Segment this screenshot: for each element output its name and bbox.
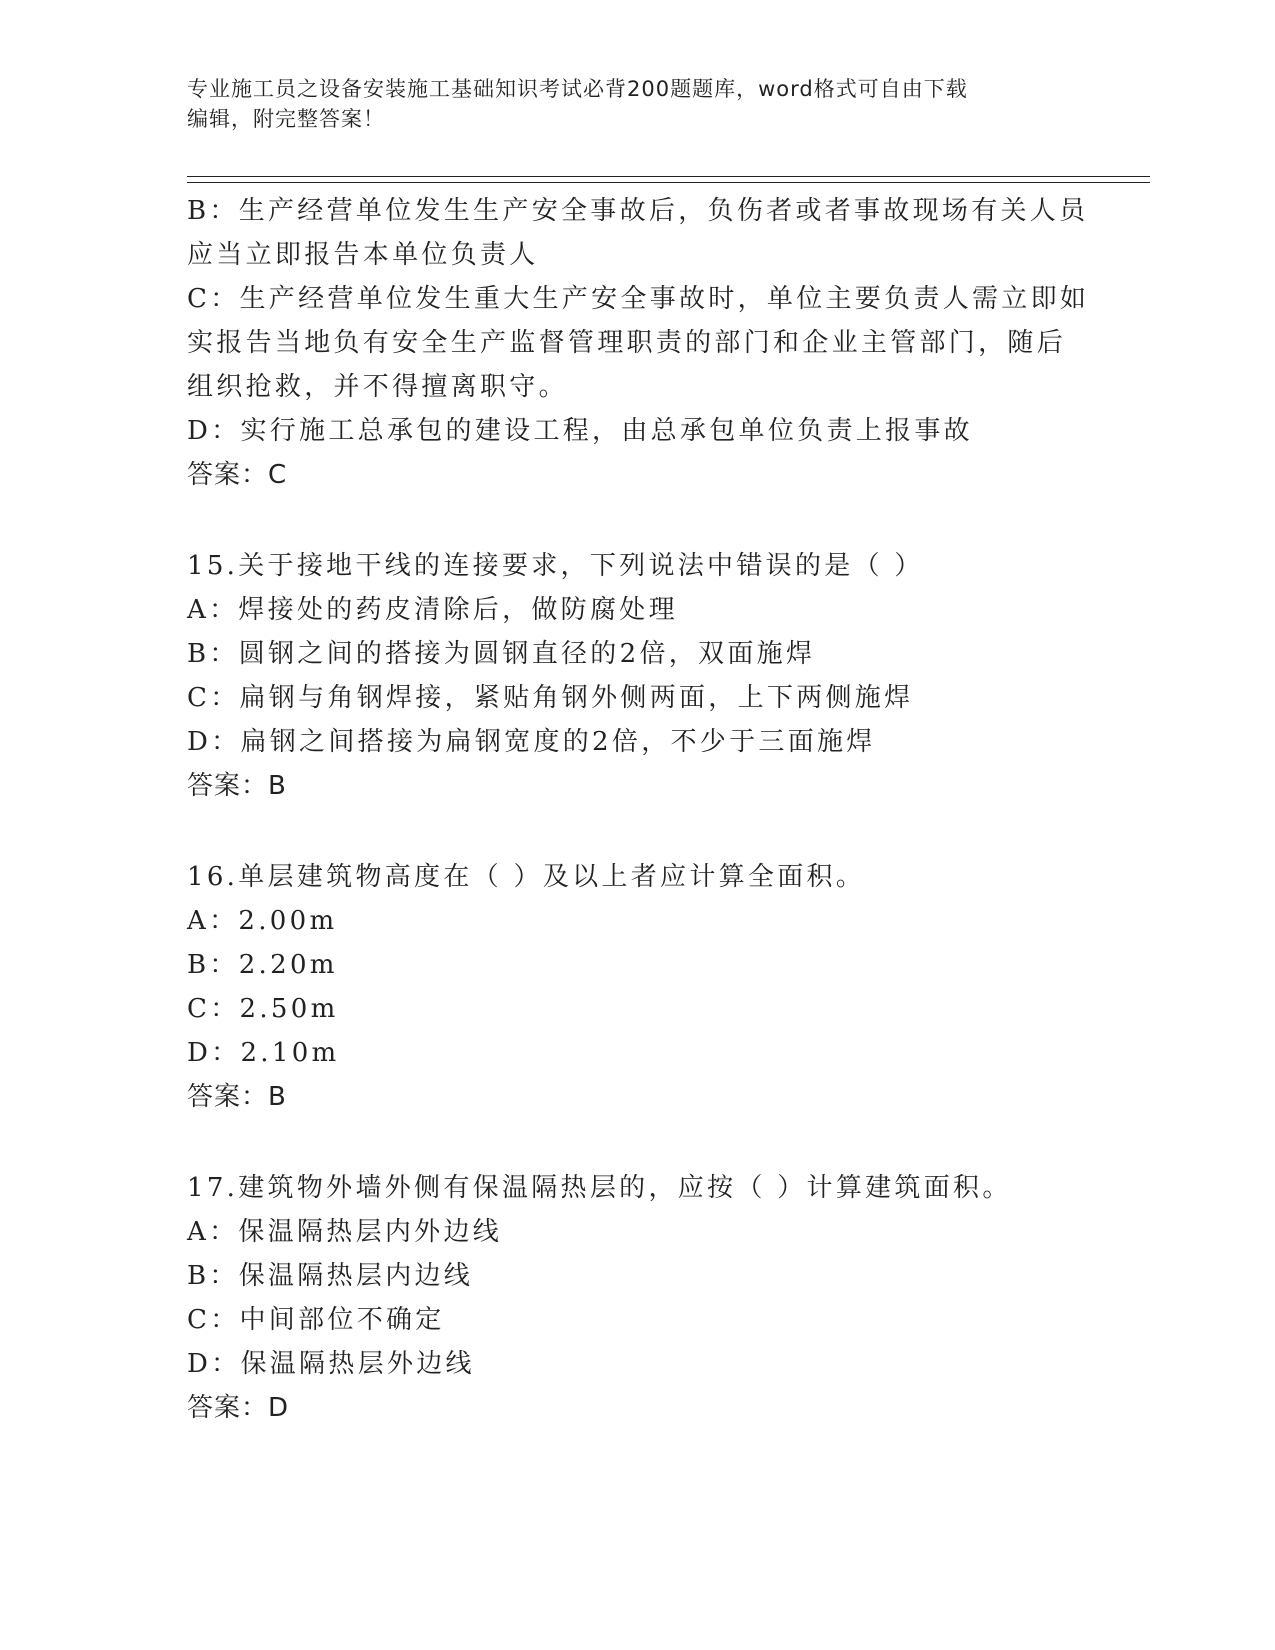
question-16-block xyxy=(187,855,1087,1119)
q15-answer: 答案：B xyxy=(187,771,287,801)
q14-option-b-line1: B：生产经营单位发生生产安全事故后，负伤者或者事故现场有关人员 xyxy=(187,196,1089,226)
q17-option-b: B：保温隔热层内边线 xyxy=(187,1261,474,1291)
q14-option-c-line3: 组织抢救，并不得擅离职守。 xyxy=(187,372,568,402)
q15-option-a: A：焊接处的药皮清除后，做防腐处理 xyxy=(187,595,678,625)
q16-option-c: C：2.50m xyxy=(187,994,339,1024)
q17-option-d: D：保温隔热层外边线 xyxy=(187,1349,475,1379)
question-17-block xyxy=(187,1166,1087,1430)
document-body xyxy=(187,189,1090,1430)
q15-question: 15.关于接地干线的连接要求，下列说法中错误的是（ ） xyxy=(187,551,924,581)
q14-option-d: D：实行施工总承包的建设工程，由总承包单位负责上报事故 xyxy=(187,416,973,446)
q16-option-a: A：2.00m xyxy=(187,906,338,936)
question-15-block xyxy=(187,544,1087,808)
q15-option-b: B：圆钢之间的搭接为圆钢直径的2倍，双面施焊 xyxy=(187,639,816,669)
q16-question: 16.单层建筑物高度在（ ）及以上者应计算全面积。 xyxy=(187,862,866,892)
spacer xyxy=(187,808,1087,855)
q16-option-d: D：2.10m xyxy=(187,1038,340,1068)
q14-option-c-line2: 实报告当地负有安全生产监督管理职责的部门和企业主管部门，随后 xyxy=(187,328,1067,358)
q14-answer: 答案：C xyxy=(187,460,288,490)
q14-option-b-line2: 应当立即报告本单位负责人 xyxy=(187,240,539,270)
spacer xyxy=(187,1119,1087,1166)
q17-option-a: A：保温隔热层内外边线 xyxy=(187,1217,503,1247)
header-rule-bottom xyxy=(187,182,1150,183)
q17-answer: 答案：D xyxy=(187,1393,290,1423)
header-rule-top xyxy=(187,176,1150,177)
header-line-2: 编辑，附完整答案！ xyxy=(187,107,385,131)
document-header xyxy=(187,74,1067,134)
q17-question: 17.建筑物外墙外侧有保温隔热层的，应按（ ）计算建筑面积。 xyxy=(187,1173,1012,1203)
q16-answer: 答案：B xyxy=(187,1082,287,1112)
question-14-block xyxy=(187,189,1090,497)
header-line-1: 专业施工员之设备安装施工基础知识考试必背200题题库，word格式可自由下载 xyxy=(187,77,968,101)
q17-option-c: C：中间部位不确定 xyxy=(187,1305,445,1335)
q14-option-c-line1: C：生产经营单位发生重大生产安全事故时，单位主要负责人需立即如 xyxy=(187,284,1090,314)
q15-option-d: D：扁钢之间搭接为扁钢宽度的2倍，不少于三面施焊 xyxy=(187,727,876,757)
q15-option-c: C：扁钢与角钢焊接，紧贴角钢外侧两面，上下两侧施焊 xyxy=(187,683,914,713)
spacer xyxy=(187,497,1087,544)
q16-option-b: B：2.20m xyxy=(187,950,338,980)
